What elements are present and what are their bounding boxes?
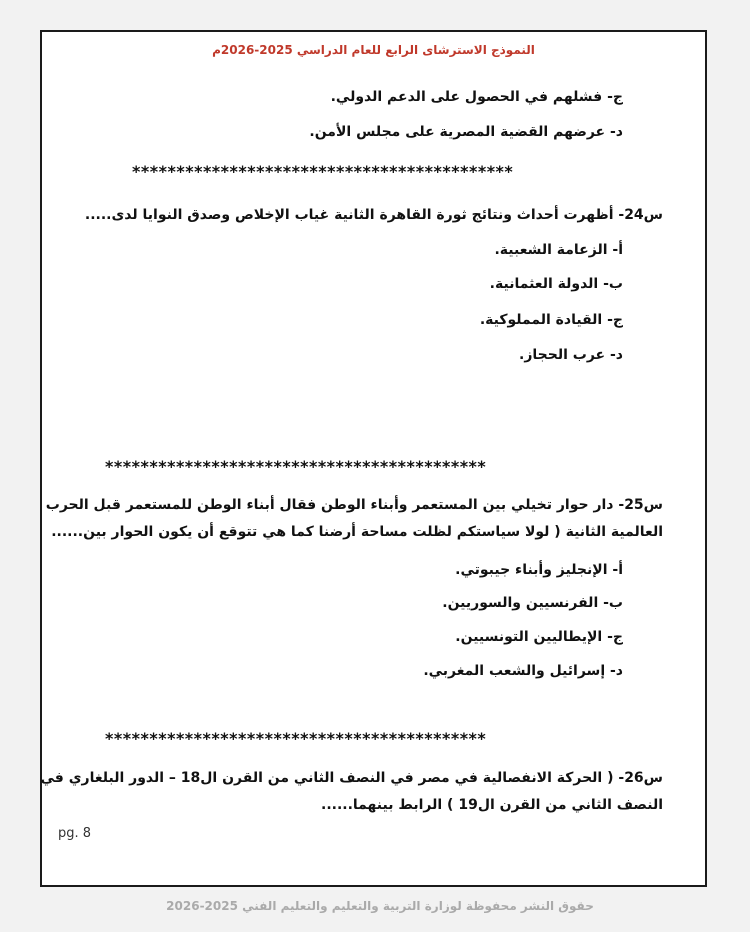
- q25-option-a: أ- الإنجليز وأبناء جيبوتي.: [455, 562, 623, 578]
- separator-3: *******************************************: [105, 729, 487, 748]
- q24-question: س24- أظهرت أحداث ونتائج ثورة القاهرة الثانية غياب الإخلاص وصدق النوايا لدى.....: [84, 207, 663, 223]
- q24-option-c: ج- القيادة المملوكية.: [479, 312, 623, 328]
- q25-question-line1: س25- دار حوار تخيلي بين المستعمر وأبناء الوطن فقال أبناء الوطن للمستعمر قبل الحرب: [45, 497, 663, 513]
- q24-option-a: أ- الزعامة الشعبية.: [494, 242, 623, 258]
- separator-2: *******************************************: [105, 457, 487, 476]
- q25-question-line2: العالمية الثانية ( لولا سياستكم لظلت مساحة أرضنا كما هي تتوقع أن يكون الحوار بين......: [51, 524, 663, 540]
- copyright-notice: حقوق النشر محفوظة لوزارة التربية والتعليم والتعليم الفني 2025-2026: [166, 899, 594, 913]
- q26-question-line1: س26- ( الحركة الانفصالية في مصر في النصف الثاني من القرن ال18 – الدور البلغاري في: [40, 770, 663, 786]
- q23-option-d: د- عرضهم القضية المصرية على مجلس الأمن.: [309, 124, 623, 140]
- q26-question-line2: النصف الثاني من القرن ال19 ) الرابط بينهما......: [321, 797, 663, 813]
- q25-option-d: د- إسرائيل والشعب المغربي.: [423, 663, 623, 679]
- q25-option-b: ب- الفرنسيين والسوريين.: [442, 595, 623, 611]
- q24-option-d: د- عرب الحجاز.: [519, 347, 623, 363]
- q23-option-c: ج- فشلهم في الحصول على الدعم الدولي.: [330, 89, 623, 105]
- page-number: pg. 8: [58, 826, 92, 841]
- document-page: [40, 30, 707, 887]
- q25-option-c: ج- الإيطاليين التونسيين.: [455, 629, 623, 645]
- exam-header-title: النموذج الاسترشاى الرابع للعام الدراسي 2025-2026م: [212, 43, 535, 57]
- separator-1: *******************************************: [132, 162, 514, 181]
- q24-option-b: ب- الدولة العثمانية.: [489, 276, 623, 292]
